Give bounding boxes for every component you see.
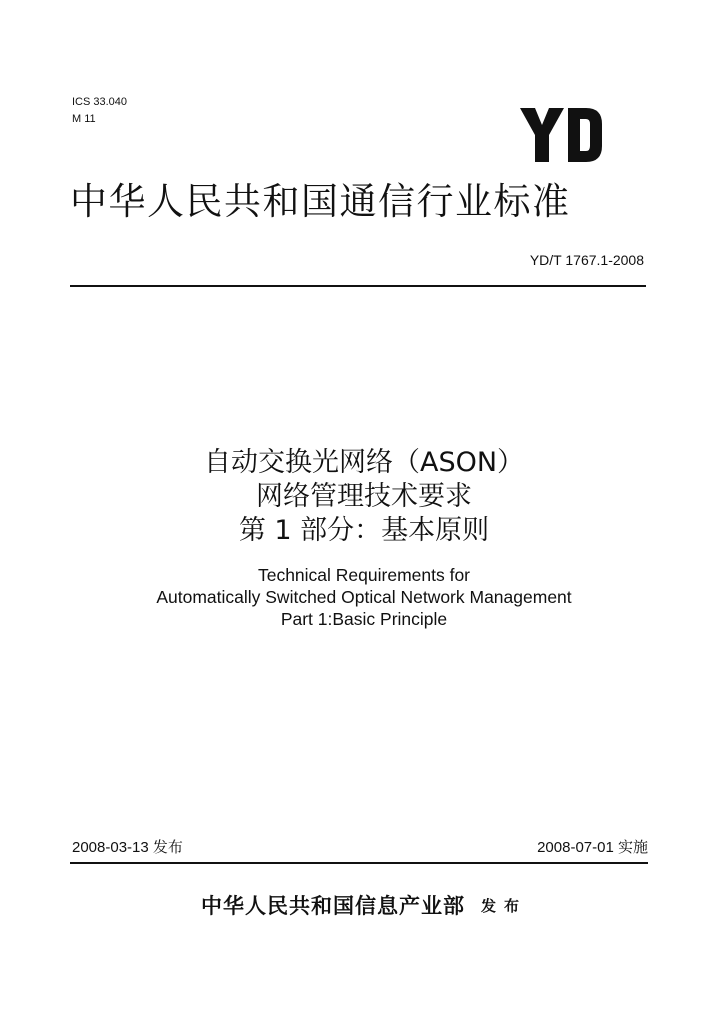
issuer-action: 发布: [480, 897, 527, 915]
footer-divider: [70, 862, 648, 864]
chinese-title-line-3: 第 1 部分：基本原则: [238, 515, 490, 546]
classification-codes: [72, 94, 127, 128]
chinese-title-line-2: 网络管理技术要求: [256, 481, 472, 512]
chinese-title-line-1: 自动交换光网络（ASON）: [203, 447, 525, 478]
ics-code: ICS 33.040: [72, 96, 128, 108]
issuing-organization: 中华人民共和国信息产业部: [200, 893, 465, 918]
standard-name: 中华人民共和国通信行业标准: [70, 180, 571, 223]
yd-logo: [520, 108, 602, 162]
issue-date: 2008-03-13 发布: [72, 839, 183, 856]
english-title-line-1: Technical Requirements for: [257, 565, 471, 585]
chinese-title: [0, 446, 728, 548]
category-code: M 11: [72, 113, 96, 125]
english-title-line-3: Part 1:Basic Principle: [280, 609, 448, 629]
header-divider: [70, 285, 646, 287]
english-title-line-2: Automatically Switched Optical Network Management: [156, 587, 572, 607]
implementation-date: 2008-07-01 实施: [537, 839, 648, 856]
standard-number: YD/T 1767.1-2008: [529, 252, 644, 268]
issuer-line: [0, 890, 728, 920]
english-title: [0, 564, 728, 630]
